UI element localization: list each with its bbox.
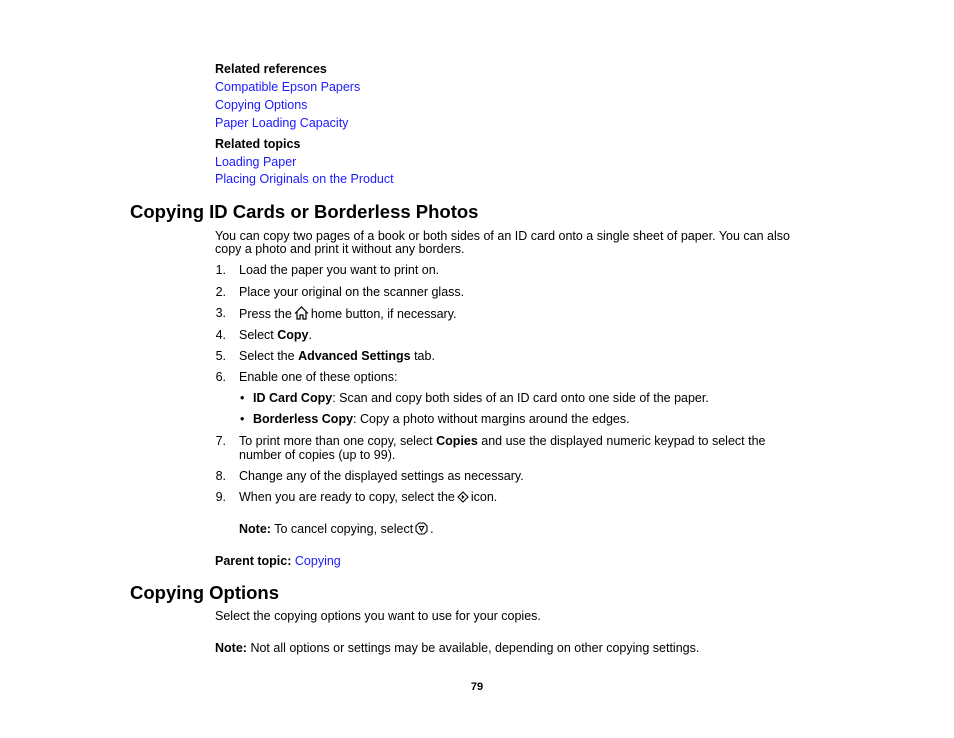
link-paper-loading-capacity[interactable]: Paper Loading Capacity: [215, 116, 349, 130]
step-text: [239, 434, 765, 448]
step-text-bold: Advanced Settings: [298, 349, 411, 363]
step-number: 2.: [215, 285, 226, 299]
note-label: Note:: [239, 522, 271, 536]
link-loading-paper[interactable]: Loading Paper: [215, 155, 297, 169]
page-number: 79: [470, 681, 484, 693]
bullet-item-borderless-copy: [253, 412, 630, 426]
step-text-line2: number of copies (up to 99).: [239, 448, 396, 462]
link-copying[interactable]: Copying: [294, 554, 341, 568]
related-references-heading: Related references: [215, 62, 327, 76]
section-title-copying-id-cards: Copying ID Cards or Borderless Photos: [130, 201, 479, 222]
link-copying-options[interactable]: Copying Options: [215, 98, 308, 112]
step-text-pre: Select: [239, 328, 278, 342]
step-text-post: tab.: [410, 349, 435, 363]
bullet-bold: Borderless Copy: [253, 412, 354, 426]
step-text: [239, 349, 435, 363]
step-text: Change any of the displayed settings as necessary.: [239, 469, 524, 483]
step-number: 4.: [215, 328, 226, 342]
step-text-post: and use the displayed numeric keypad to select the: [477, 434, 766, 448]
bullet-text: : Copy a photo without margins around the edges.: [353, 412, 630, 426]
step-text: [239, 306, 457, 323]
bullet-text: : Scan and copy both sides of an ID card onto one side of the paper.: [332, 391, 709, 405]
step-text: Load the paper you want to print on.: [239, 263, 440, 277]
link-compatible-epson-papers[interactable]: Compatible Epson Papers: [215, 80, 361, 94]
intro-line-2: copy a photo and print it without any borders.: [215, 242, 465, 256]
step-text-pre: To print more than one copy, select: [239, 434, 437, 448]
note-end: .: [430, 522, 434, 536]
bullet-marker: •: [240, 412, 245, 426]
note-label: Note:: [215, 641, 247, 655]
step-number: 1.: [215, 263, 226, 277]
step-text-pre: Press the: [239, 307, 292, 321]
step-number: 7.: [215, 434, 226, 448]
step-text: Enable one of these options:: [239, 370, 398, 384]
step-text: [239, 328, 312, 342]
note-options-availability: [215, 641, 699, 655]
home-icon: [294, 306, 309, 323]
step-text: [239, 490, 497, 506]
bullet-bold: ID Card Copy: [253, 391, 333, 405]
step-text: Place your original on the scanner glass.: [239, 285, 465, 299]
step-text-pre: When you are ready to copy, select the: [239, 490, 455, 504]
step-text-post: icon.: [470, 490, 498, 504]
note-text: To cancel copying, select: [274, 522, 414, 536]
step-number: 3.: [215, 306, 226, 320]
copying-options-intro: Select the copying options you want to use for your copies.: [215, 609, 541, 623]
step-number: 6.: [215, 370, 226, 384]
step-text-bold: Copies: [436, 434, 478, 448]
step-number: 5.: [215, 349, 226, 363]
step-text-post: home button, if necessary.: [310, 307, 457, 321]
parent-topic-label: Parent topic:: [215, 554, 292, 568]
bullet-item-id-card-copy: [253, 391, 709, 405]
related-topics-heading: Related topics: [215, 137, 301, 151]
section-title-copying-options: Copying Options: [130, 582, 280, 603]
step-text-pre: Select the: [239, 349, 299, 363]
link-placing-originals[interactable]: Placing Originals on the Product: [215, 172, 394, 186]
stop-icon: [415, 522, 428, 538]
start-icon: [457, 491, 469, 506]
step-text-post: .: [308, 328, 312, 342]
parent-topic: [215, 554, 341, 568]
step-number: 8.: [215, 469, 226, 483]
note-text: Not all options or settings may be available, depending on other copying settings.: [250, 641, 700, 655]
intro-line-1: You can copy two pages of a book or both sides of an ID card onto a single sheet of paper. You can also: [215, 229, 790, 243]
step-text-bold: Copy: [277, 328, 309, 342]
note-cancel-copying: [239, 522, 434, 538]
step-number: 9.: [215, 490, 226, 504]
bullet-marker: •: [240, 391, 245, 405]
